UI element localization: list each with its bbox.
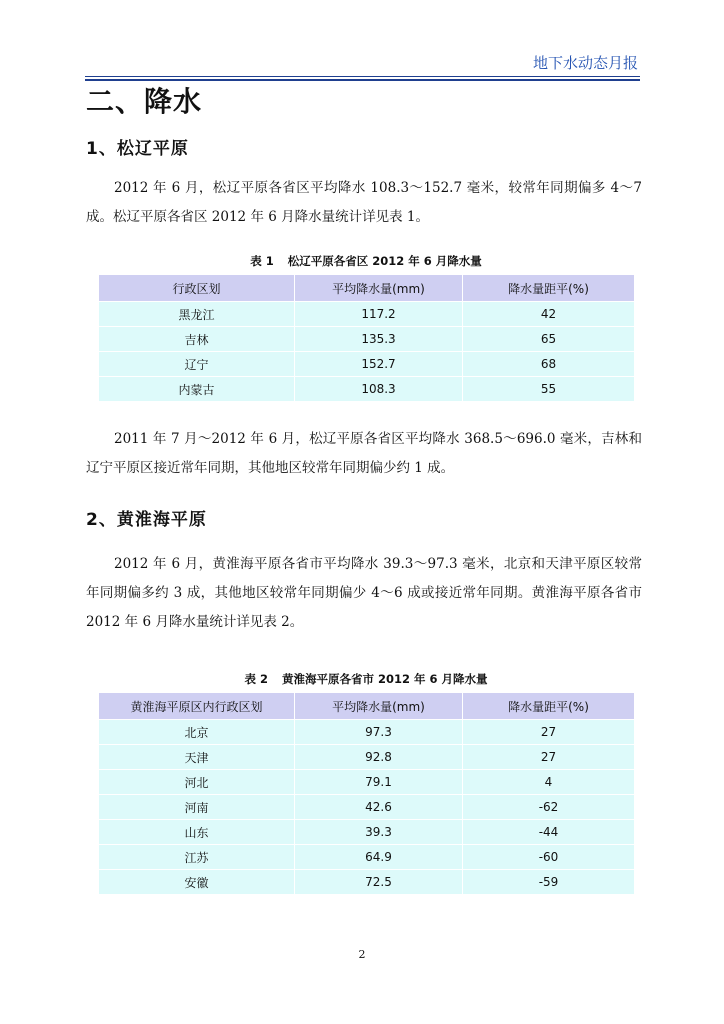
table-cell: 64.9 <box>295 845 463 870</box>
table-cell: -60 <box>463 845 635 870</box>
table-cell: -62 <box>463 795 635 820</box>
table1-header-cell: 平均降水量(mm) <box>295 275 463 302</box>
table-cell: 河南 <box>99 795 295 820</box>
table-row <box>99 770 635 795</box>
table1-header-cell: 行政区划 <box>99 275 295 302</box>
table2-header-cell: 平均降水量(mm) <box>295 693 463 720</box>
table-cell: 108.3 <box>295 377 463 402</box>
table-row <box>99 327 635 352</box>
table-row <box>99 745 635 770</box>
table2 <box>98 692 635 895</box>
table-cell: 吉林 <box>99 327 295 352</box>
table-cell: 北京 <box>99 720 295 745</box>
paragraph-songliao-annual: 2011 年 7 月～2012 年 6 月，松辽平原各省区平均降水 368.5～696.0 毫米，吉林和辽宁平原区接近常年同期，其他地区较常年同期偏少约 1 成。 <box>86 431 642 476</box>
paragraph-huanghuaihai-june: 2012 年 6 月，黄淮海平原各省市平均降水 39.3～97.3 毫米，北京和天津平原区较常年同期偏多约 3 成，其他地区较常年同期偏少 4～6 成或接近常年同期。黄淮海平原各省市 2012 年 6 月降水量统计详见表 2。 <box>86 556 642 630</box>
table-cell: 92.8 <box>295 745 463 770</box>
table1-title: 松辽平原各省区 2012 年 6 月降水量 <box>287 254 482 268</box>
table1 <box>98 274 635 402</box>
table-cell: 天津 <box>99 745 295 770</box>
page-number: 2 <box>358 948 366 961</box>
table-cell: 65 <box>463 327 635 352</box>
running-header: 地下水动态月报 <box>532 54 638 72</box>
table2-header-row <box>99 693 635 720</box>
table-cell: 42 <box>463 302 635 327</box>
table-cell: 辽宁 <box>99 352 295 377</box>
table-row <box>99 302 635 327</box>
table-row <box>99 870 635 895</box>
table-cell: 79.1 <box>295 770 463 795</box>
table-cell: 72.5 <box>295 870 463 895</box>
table-cell: 152.7 <box>295 352 463 377</box>
table2-label: 表 2 <box>244 672 268 686</box>
table2-header-cell: 降水量距平(%) <box>463 693 635 720</box>
table1-header-cell: 降水量距平(%) <box>463 275 635 302</box>
table-cell: 42.6 <box>295 795 463 820</box>
table-cell: 27 <box>463 720 635 745</box>
table-row <box>99 845 635 870</box>
table1-header-row <box>99 275 635 302</box>
table-cell: 黑龙江 <box>99 302 295 327</box>
table-row <box>99 720 635 745</box>
header-rule <box>85 76 640 77</box>
table-cell: 河北 <box>99 770 295 795</box>
table-cell: 安徽 <box>99 870 295 895</box>
table-cell: 山东 <box>99 820 295 845</box>
table-cell: -59 <box>463 870 635 895</box>
table-cell: 4 <box>463 770 635 795</box>
table-cell: 江苏 <box>99 845 295 870</box>
table1-caption <box>98 253 634 269</box>
subsection-title-huanghuaihai: 2、黄淮海平原 <box>86 510 207 530</box>
table-cell: 135.3 <box>295 327 463 352</box>
table-cell: 27 <box>463 745 635 770</box>
section-title: 二、降水 <box>86 85 203 118</box>
table-cell: 97.3 <box>295 720 463 745</box>
table-row <box>99 795 635 820</box>
table1-label: 表 1 <box>250 254 274 268</box>
paragraph-songliao-june: 2012 年 6 月，松辽平原各省区平均降水 108.3～152.7 毫米，较常年同期偏多 4～7 成。松辽平原各省区 2012 年 6 月降水量统计详见表 1。 <box>86 180 642 225</box>
table-cell: 68 <box>463 352 635 377</box>
table-cell: 内蒙古 <box>99 377 295 402</box>
table2-header-cell: 黄淮海平原区内行政区划 <box>99 693 295 720</box>
subsection-title-songliao: 1、松辽平原 <box>86 139 189 159</box>
table-cell: 55 <box>463 377 635 402</box>
table-row <box>99 820 635 845</box>
table-row <box>99 377 635 402</box>
table-cell: 117.2 <box>295 302 463 327</box>
table2-caption <box>98 671 634 687</box>
table-cell: 39.3 <box>295 820 463 845</box>
table-row <box>99 352 635 377</box>
table-cell: -44 <box>463 820 635 845</box>
table2-title: 黄淮海平原各省市 2012 年 6 月降水量 <box>281 672 488 686</box>
